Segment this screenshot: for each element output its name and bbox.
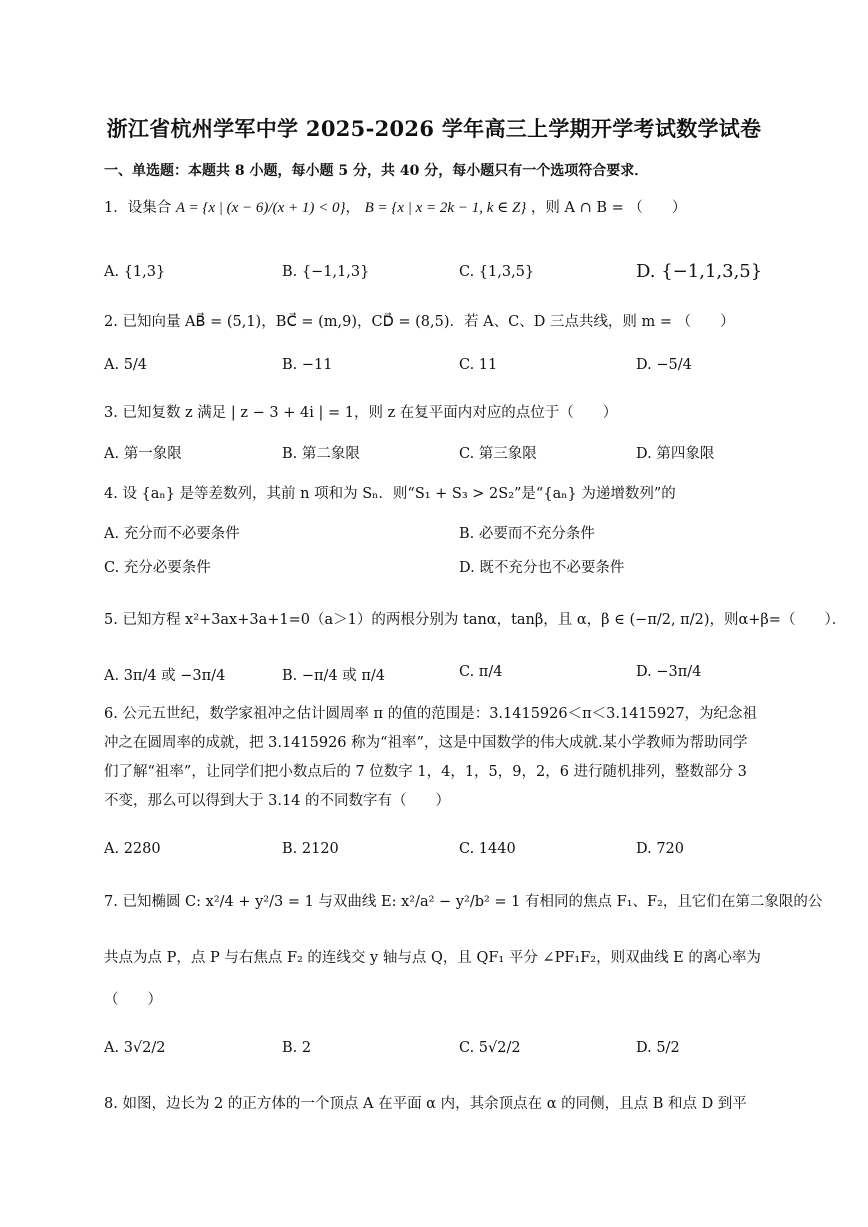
question-4: 4. 设 {aₙ} 是等差数列，其前 n 项和为 Sₙ．则“S₁ + S₃ > 2S₂”是“{aₙ} 为递增数列”的 (104, 486, 676, 502)
q4-option-b: B. 必要而不充分条件 (459, 526, 595, 542)
question-6-line: 6. 公元五世纪，数学家祖冲之估计圆周率 π 的值的范围是：3.1415926＜π＜3.1415927，为纪念祖 (104, 706, 758, 722)
question-2: 2. 已知向量 AB⃗ = (5,1)，BC⃗ = (m,9)，CD⃗ = (8,5)．若 A、C、D 三点共线，则 m = （ ） (104, 314, 735, 330)
q6-option-d: D. 720 (636, 841, 685, 857)
q3-option-a: A. 第一象限 (104, 446, 182, 462)
question-1-text: 1．设集合 (104, 200, 172, 216)
page-title: 浙江省杭州学军中学 2025-2026 学年高三上学期开学考试数学试卷 (106, 116, 762, 141)
set-b: B = {x | x = 2k − 1, k ∈ Z} (364, 200, 527, 216)
q4-option-d: D. 既不充分也不必要条件 (459, 560, 625, 576)
q7-option-c: C. 5√2/2 (459, 1040, 521, 1056)
question-1-ask: ，则 A ∩ B = （ ） (530, 200, 687, 216)
q5-option-c: C. π/4 (459, 664, 503, 680)
q3-option-d: D. 第四象限 (636, 446, 715, 462)
q6-option-a: A. 2280 (104, 841, 161, 857)
q4-option-c: C. 充分必要条件 (104, 560, 211, 576)
q2-option-c: C. 11 (459, 357, 498, 373)
q7-option-d: D. 5/2 (636, 1040, 680, 1056)
q1-option-a: A. {1,3} (104, 264, 166, 280)
section-heading: 一、单选题：本题共 8 小题，每小题 5 分，共 40 分，每小题只有一个选项符合要求． (104, 163, 649, 179)
q4-option-a: A. 充分而不必要条件 (104, 526, 240, 542)
q1-option-b: B. {−1,1,3} (282, 264, 370, 280)
question-3: 3. 已知复数 z 满足 | z − 3 + 4i | = 1，则 z 在复平面内对应的点位于（ ） (104, 405, 618, 421)
question-7-line-3: （ ） (104, 992, 162, 1008)
question-6-line: 们了解“祖率”，让同学们把小数点后的 7 位数字 1，4，1，5，9，2，6 进行随机排列，整数部分 3 (104, 764, 747, 780)
question-7-line-1: 7. 已知椭圆 C: x²/4 + y²/3 = 1 与双曲线 E: x²/a² − y²/b² = 1 有相同的焦点 F₁、F₂，且它们在第二象限的公 (104, 894, 823, 910)
q1-option-d: D. {−1,1,3,5} (636, 261, 763, 282)
question-5: 5. 已知方程 x²+3ax+3a+1=0（a＞1）的两根分别为 tanα，tanβ，且 α，β ∈ (−π/2, π/2)，则α+β=（ ）． (104, 612, 847, 628)
question-6 (104, 700, 764, 816)
q3-option-c: C. 第三象限 (459, 446, 537, 462)
q6-option-c: C. 1440 (459, 841, 516, 857)
q5-option-b: B. −π/4 或 π/4 (282, 668, 386, 684)
q2-option-b: B. −11 (282, 357, 333, 373)
question-7-line-2: 共点为点 P，点 P 与右焦点 F₂ 的连线交 y 轴与点 Q，且 QF₁ 平分 ∠PF₁F₂，则双曲线 E 的离心率为 (104, 950, 761, 966)
q7-option-b: B. 2 (282, 1040, 312, 1056)
question-1: 1．设集合 A = {x | (x − 6)/(x + 1) < 0}， B = {x | x = 2k − 1, k ∈ Z} ，则 A ∩ B = （ ） (104, 200, 687, 216)
q2-option-a: A. 5/4 (104, 357, 148, 373)
set-a: A = {x | (x − 6)/(x + 1) < 0} (175, 200, 346, 216)
question-6-line: 冲之在圆周率的成就，把 3.1415926 称为“祖率”，这是中国数学的伟大成就.某小学教师为帮助同学 (104, 735, 748, 751)
q2-option-d: D. −5/4 (636, 357, 692, 373)
q1-option-c: C. {1,3,5} (459, 264, 535, 280)
question-6-line: 不变，那么可以得到大于 3.14 的不同数字有（ ） (104, 793, 451, 809)
question-8: 8. 如图，边长为 2 的正方体的一个顶点 A 在平面 α 内，其余顶点在 α 的同侧，且点 B 和点 D 到平 (104, 1096, 747, 1112)
q5-option-a: A. 3π/4 或 −3π/4 (104, 668, 226, 684)
q3-option-b: B. 第二象限 (282, 446, 360, 462)
q7-option-a: A. 3√2/2 (104, 1040, 166, 1056)
q5-option-d: D. −3π/4 (636, 664, 702, 680)
q6-option-b: B. 2120 (282, 841, 339, 857)
